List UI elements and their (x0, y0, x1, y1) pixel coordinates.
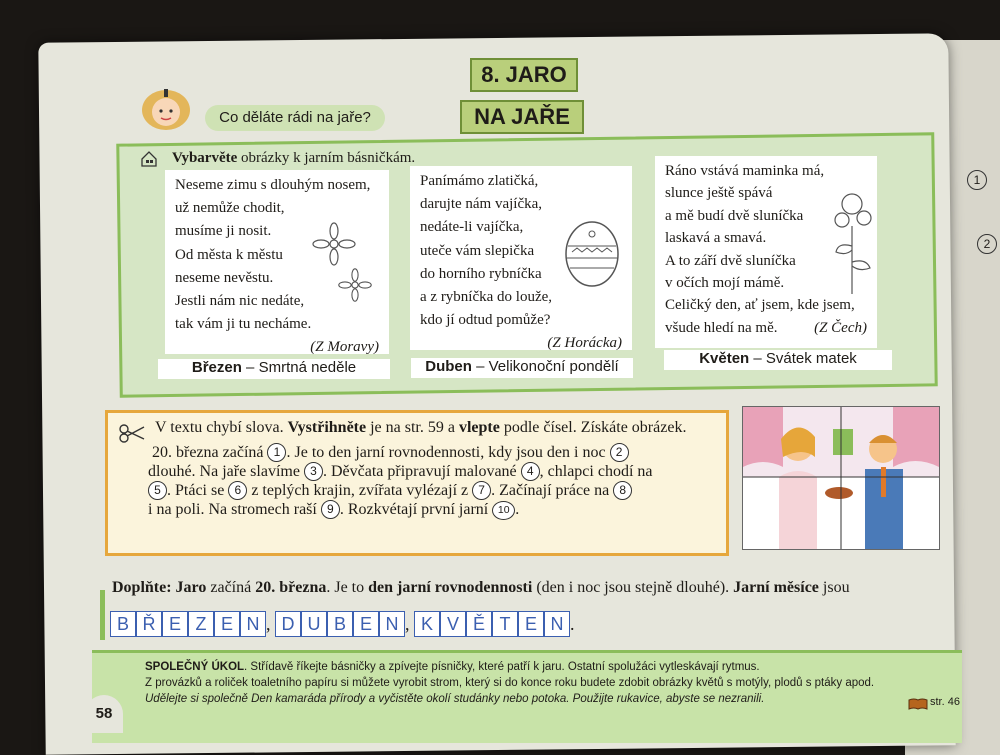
gap-number: 10 (492, 501, 515, 520)
gap-number: 5 (148, 481, 167, 500)
answer-word[interactable]: D U B E N (275, 614, 405, 634)
easter-egg-icon (562, 218, 622, 293)
gap-number: 9 (321, 500, 340, 519)
poem-line: a z rybníčka do louže, (420, 289, 553, 306)
poem-line: Ráno vstává maminka má, (665, 163, 825, 179)
poem-source: (Z Čech) (814, 319, 867, 336)
flower-icon (338, 268, 372, 307)
gap-number: 3 (304, 462, 323, 481)
poem-line: tak vám ji tu necháme. (175, 316, 312, 333)
poem-line: už nemůže chodit, (175, 200, 285, 217)
poem-line: musíme ji nosit. (175, 223, 272, 240)
poem-line: slunce ještě spává (665, 185, 773, 202)
poem-line: do horního rybníčka (420, 265, 542, 282)
poem-line: A to září dvě sluníčka (665, 252, 796, 269)
task2-text: V textu chybí slova. Vystřihněte je na str. 59 a vlepte podle čísel. Získáte obrázek. (155, 419, 687, 436)
girl-avatar-icon (138, 86, 194, 132)
poem-line: neseme nevěstu. (175, 269, 274, 286)
poem-line: Celičký den, ať jsem, kde jsem, (665, 297, 855, 314)
page-number: 58 (85, 695, 123, 733)
speech-bubble: Co děláte rádi na jaře? (205, 105, 385, 131)
task-marker (100, 590, 105, 640)
answer-word[interactable]: B Ř E Z E N (110, 614, 266, 634)
task2-body: 20. března začíná 1 . Je to den jarní rovnodennosti, kdy jsou den i noc 2 dlouhé. Na jaře slavíme 3 . Děvčata připravují malované 4 , chlapci chodí na 5 . Ptáci se 6 z teplých krajin, zvířata vylézají z 7 . Začínají práce na 8 i na poli. Na stromech raší 9 . Rozkvétají první jarní 10 . (148, 444, 653, 518)
task1-instruction: Vybarvěte obrázky k jarním básničkám. (172, 150, 416, 166)
gap-number: 6 (228, 481, 247, 500)
poem-line: Od města k městu (175, 246, 283, 263)
poem-line: Jestli nám nic nedáte, (175, 293, 305, 310)
gap-number: 7 (472, 481, 491, 500)
gap-number: 1 (267, 443, 286, 462)
answer-word[interactable]: K V Ě T E N (414, 614, 570, 634)
poem-line: v očích mojí mámě. (665, 275, 785, 292)
chapter-title: 8. JARO (470, 58, 578, 92)
flower-icon (312, 222, 356, 271)
month-label: Březen – Smrtná neděle (158, 359, 390, 379)
poem-line: nedáte-li vajíčka, (420, 219, 524, 236)
month-label: Duben – Velikonoční pondělí (411, 358, 633, 378)
gap-number: 2 (610, 443, 629, 462)
gap-number: 4 (521, 462, 540, 481)
answer-row: B Ř E Z E N , D U B E N , K V Ě T E N . (110, 611, 575, 637)
gap-number: 8 (613, 481, 632, 500)
poem-line: darujte nám vajíčka, (420, 196, 543, 213)
poem-line: uteče vám slepička (420, 242, 535, 259)
poem-line: Neseme zimu s dlouhým nosem, (175, 177, 371, 193)
group-task-text: SPOLEČNÝ ÚKOL. Střídavě říkejte básničky a zpívejte písničky, které patří k jaru. Ostatní spolužáci vytleskávají rytmus. Z provázků a roliček toaletního papíru si můžete vyrobit strom, který si do konce roku budete zdobit obrázky květů s motýly, plodů s ptáky apod. Udělejte si společně Den kamaráda přírody a vyčistěte okolí studánky nebo potoka. Použijte rukavice, abyste se nezranili. (145, 661, 875, 705)
house-icon (140, 150, 158, 168)
puzzle-illustration (742, 406, 940, 550)
section-title: NA JAŘE (460, 100, 584, 134)
scissors-icon (118, 422, 146, 449)
side-number: 2 (977, 234, 997, 254)
rose-icon (830, 186, 876, 301)
task3-text: Doplňte: Jaro začíná 20. března. Je to den jarní rovnodennosti (den i noc jsou stejně dlouhé). Jarní měsíce jsou (112, 579, 850, 596)
poem-line: a mě budí dvě sluníčka (665, 207, 804, 224)
poem-line: všude hledí na mě. (665, 319, 778, 336)
poem-source: (Z Moravy) (310, 339, 379, 356)
side-number: 1 (967, 170, 987, 190)
month-label: Květen – Svátek matek (664, 350, 892, 370)
poem-source: (Z Horácka) (547, 335, 622, 352)
page-reference: str. 46 (930, 696, 960, 708)
poem-line: laskavá a smavá. (665, 230, 767, 247)
poem-line: Panímámo zlatičká, (420, 173, 539, 189)
poem-line: kdo jí odtud pomůže? (420, 312, 551, 329)
book-icon (908, 697, 928, 715)
